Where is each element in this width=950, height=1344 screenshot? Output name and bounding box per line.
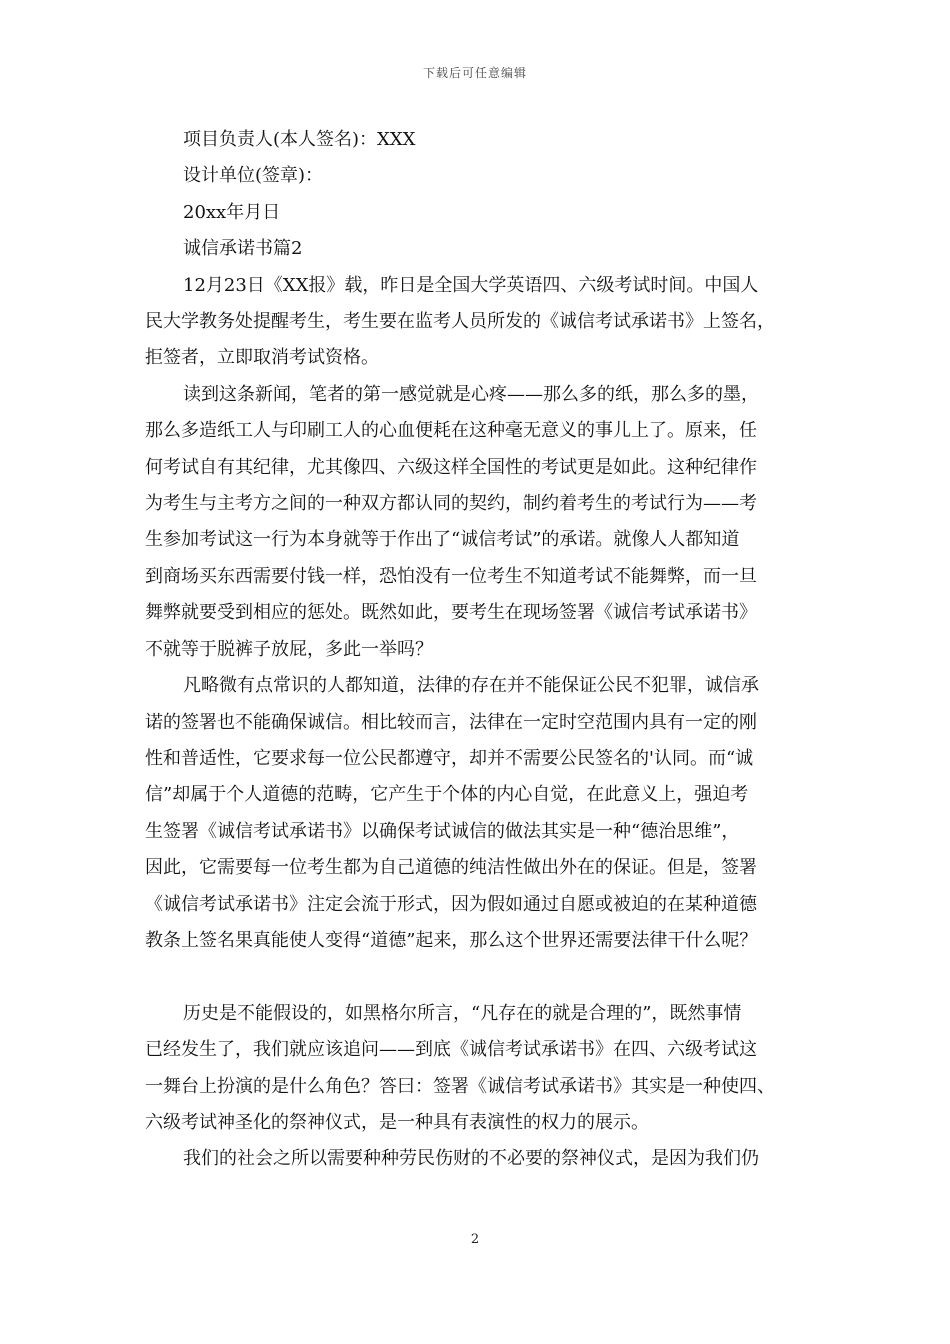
- paragraph: [145, 1141, 825, 1177]
- paragraph-line: 我们的社会之所以需要种种劳民伤财的不必要的祭神仪式，是因为我们仍: [183, 1148, 759, 1170]
- paragraph: [145, 377, 825, 668]
- paragraph-line: 历史是不能假设的，如黑格尔所言，“凡存在的就是合理的”，既然事情: [183, 1002, 742, 1024]
- page-number: 2: [470, 1232, 480, 1247]
- paragraph-line: 生签署《诚信考试承诺书》以确保考试诚信的做法其实是一种“德治思维”，: [145, 820, 740, 842]
- section-title: 诚信承诺书篇2: [183, 238, 303, 260]
- page-header-note: 下载后可任意编辑: [422, 66, 527, 80]
- paragraph-line: 何考试自有其纪律，尤其像四、六级这样全国性的考试更是如此。这种纪律作: [145, 456, 757, 478]
- paragraph-line: 那么多造纸工人与印刷工人的心血便耗在这种毫无意义的事儿上了。原来，任: [145, 420, 757, 442]
- paragraph-line: 不就等于脱裤子放屁，多此一举吗？: [145, 638, 433, 660]
- paragraph: [145, 268, 825, 377]
- paragraph: [145, 668, 825, 959]
- paragraph-line: 《诚信考试承诺书》注定会流于形式，因为假如通过自愿或被迫的在某种道德: [145, 893, 757, 915]
- paragraph-line: 为考生与主考方之间的一种双方都认同的契约，制约着考生的考试行为——考: [145, 493, 757, 515]
- paragraph-line: 民大学教务处提醒考生，考生要在监考人员所发的《诚信考试承诺书》上签名，: [145, 311, 775, 333]
- project-leader-signature: 项目负责人(本人签名)：XXX: [183, 129, 416, 150]
- paragraph-line: 到商场买东西需要付钱一样，恐怕没有一位考生不知道考试不能舞弊，而一旦: [145, 565, 757, 587]
- paragraph-spacer: [145, 959, 825, 995]
- paragraph-line: 已经发生了，我们就应该追问——到底《诚信考试承诺书》在四、六级考试这: [145, 1039, 757, 1061]
- paragraph: [145, 996, 825, 1142]
- paragraph-line: 信”却属于个人道德的范畴，它产生于个体的内心自觉，在此意义上，强迫考: [145, 784, 749, 806]
- paragraph-line: 教条上签名果真能使人变得“道德”起来，那么这个世界还需要法律干什么呢？: [145, 929, 758, 951]
- paragraph-line: 12月23日《XX报》载，昨日是全国大学英语四、六级考试时间。中国人: [183, 274, 759, 296]
- paragraph-line: 因此，它需要每一位考生都为自己道德的纯洁性做出外在的保证。但是，签署: [145, 857, 757, 879]
- paragraph-line: 一舞台上扮演的是什么角色？答曰：签署《诚信考试承诺书》其实是一种使四、: [145, 1075, 775, 1097]
- paragraph-line: 生参加考试这一行为本身就等于作出了“诚信考试”的承诺。就像人人都知道: [145, 529, 740, 551]
- paragraph-line: 凡略微有点常识的人都知道，法律的存在并不能保证公民不犯罪，诚信承: [183, 675, 759, 697]
- paragraph-line: 拒签者，立即取消考试资格。: [145, 347, 379, 369]
- document-body: [145, 122, 825, 1178]
- paragraph-line: 六级考试神圣化的祭神仪式，是一种具有表演性的权力的展示。: [145, 1111, 649, 1133]
- signature-date: 20xx年月日: [183, 201, 281, 223]
- paragraph-line: 读到这条新闻，笔者的第一感觉就是心疼——那么多的纸，那么多的墨，: [183, 383, 759, 405]
- paragraph-line: 舞弊就要受到相应的惩处。既然如此，要考生在现场签署《诚信考试承诺书》: [145, 602, 757, 624]
- paragraph-line: 诺的签署也不能确保诚信。相比较而言，法律在一定时空范围内具有一定的刚: [145, 711, 757, 733]
- design-unit-seal: 设计单位(签章)：: [183, 165, 324, 187]
- paragraph-line: 性和普适性，它要求每一位公民都遵守，却并不需要公民签名的'认同。而“诚: [145, 747, 754, 769]
